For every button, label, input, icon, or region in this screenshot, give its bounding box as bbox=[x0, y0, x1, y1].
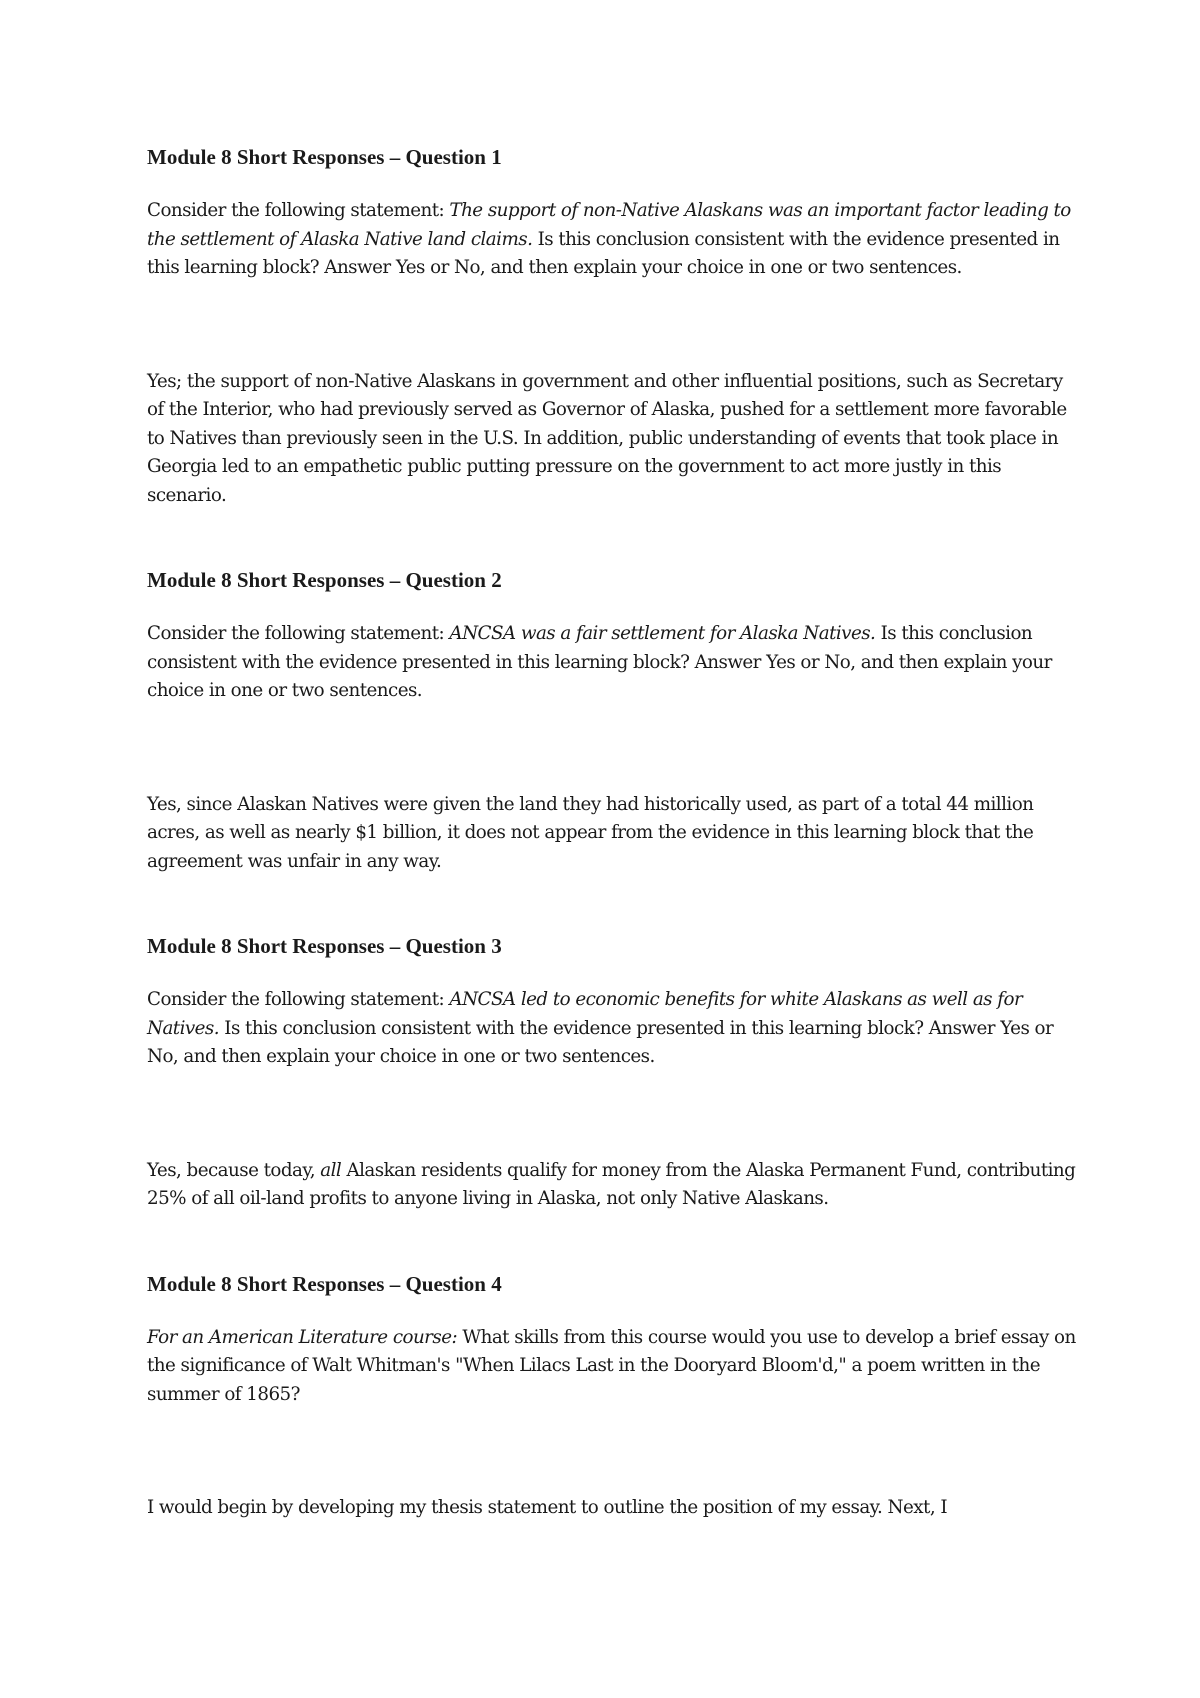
question-1-answer: Yes; the support of non-Native Alaskans in government and other influential positions, such as Secretary of the Interior, who had previously served as Governor of Alaska, pushed for a settlement more favorable to Natives than previously seen in the U.S. In addition, public understanding of events that took place in Georgia led to an empathetic public putting pressure on the government to act more justly in this scenario. bbox=[147, 370, 1067, 506]
question-3-statement: ANCSA led to economic benefits for white Alaskans as well as for Natives. bbox=[147, 989, 1023, 1039]
question-3-prompt: Consider the following statement: ANCSA led to economic benefits for white Alaskans as well as for Natives. Is this conclusion consistent with the evidence presented in this learning block? Answer Yes or No, and then explain your choice in one or two sentences. bbox=[147, 989, 1054, 1067]
question-2-heading: Module 8 Short Responses – Question 2 bbox=[147, 568, 502, 592]
document-page bbox=[147, 143, 1077, 1523]
question-3-heading: Module 8 Short Responses – Question 3 bbox=[147, 934, 502, 958]
question-2-answer: Yes, since Alaskan Natives were given the land they had historically used, as part of a total 44 million acres, as well as nearly $1 billion, it does not appear from the evidence in this learning block that the agreement was unfair in any way. bbox=[147, 793, 1034, 872]
question-3-answer-emphasis: all bbox=[320, 1159, 342, 1181]
question-3-answer: Yes, because today, all Alaskan residents qualify for money from the Alaska Permanent Fund, contributing 25% of all oil-land profits to anyone living in Alaska, not only Native Alaskans. bbox=[147, 1159, 1076, 1209]
question-1-prompt: Consider the following statement: The support of non-Native Alaskans was an important factor leading to the settlement of Alaska Native land claims. Is this conclusion consistent with the evidence presented in this learning block? Answer Yes or No, and then explain your choice in one or two sentences. bbox=[147, 200, 1071, 278]
question-4-heading: Module 8 Short Responses – Question 4 bbox=[147, 1271, 502, 1296]
question-1-heading: Module 8 Short Responses – Question 1 bbox=[147, 145, 502, 169]
question-2-statement: ANCSA was a fair settlement for Alaska Natives. bbox=[449, 623, 876, 644]
question-4-prompt: For an American Literature course: What skills from this course would you use to develop a brief essay on the significance of Walt Whitman's "When Lilacs Last in the Dooryard Bloom'd," a poem written in the summer of 1865? bbox=[147, 1326, 1076, 1405]
question-1-statement: The support of non-Native Alaskans was an important factor leading to the settlement of Alaska Native land claims. bbox=[147, 200, 1071, 250]
question-2-prompt: Consider the following statement: ANCSA was a fair settlement for Alaska Natives. Is this conclusion consistent with the evidence presented in this learning block? Answer Yes or No, and then explain your choice in one or two sentences. bbox=[147, 623, 1052, 701]
question-4-answer: I would begin by developing my thesis statement to outline the position of my essay. Next, I bbox=[147, 1497, 948, 1518]
question-4-course-label: For an American Literature course: bbox=[147, 1326, 458, 1348]
